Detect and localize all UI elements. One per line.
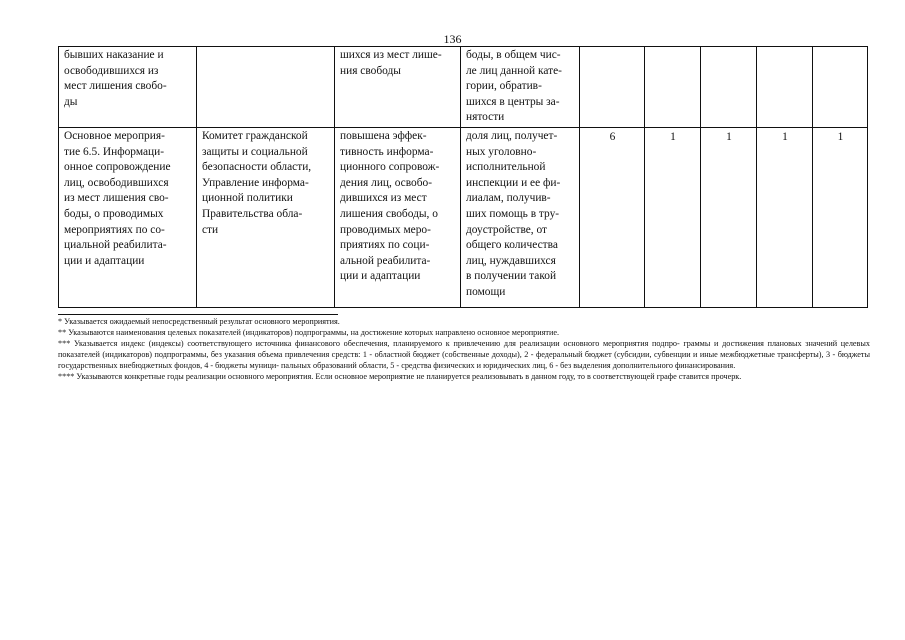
cell-line: мероприятиях по со- <box>64 223 165 236</box>
value-cell <box>757 47 813 128</box>
value-cell: 1 <box>757 127 813 307</box>
cell-line: сти <box>202 223 219 236</box>
cell-line: в получении такой <box>466 270 557 283</box>
cell-line: Правительства обла- <box>202 207 303 220</box>
value-cell: 6 <box>580 127 645 307</box>
cell-line: ции и адаптации <box>340 270 421 283</box>
footnote-separator <box>58 314 338 315</box>
cell-line: ционного сопровож- <box>340 161 440 174</box>
cell-line: помощи <box>466 285 506 298</box>
table-row <box>59 127 868 307</box>
page-number: 136 <box>443 32 462 46</box>
cell-line: защиты и социальной <box>202 145 308 158</box>
footnote-4: **** Указываются конкретные годы реализации основного мероприятия. Если основное мероприятие не планируется реализовывать в данном году, то в соответствующей графе ставится прочерк. <box>58 371 742 381</box>
cell-line: боды, в общем чис- <box>466 49 561 61</box>
value-cell <box>580 47 645 128</box>
cell-line: Управление информа- <box>202 176 309 189</box>
cell-line: ния свободы <box>340 64 401 77</box>
cell-line: Комитет гражданской <box>202 129 308 142</box>
cell-line: ды <box>64 95 78 108</box>
cell-line: гории, обратив- <box>466 80 542 93</box>
cell-line: проводимых меро- <box>340 223 431 236</box>
table-cell <box>59 127 197 307</box>
cell-line: дения лиц, освобо- <box>340 176 433 189</box>
cell-line: лиц, освободившихся <box>64 176 169 189</box>
cell-line: исполнительной <box>466 161 546 174</box>
cell-line: лиалам, получив- <box>466 192 551 205</box>
cell-line: приятиях по соци- <box>340 239 430 252</box>
table-body <box>59 47 868 308</box>
cell-line: ционной политики <box>202 192 293 205</box>
value-cell <box>701 47 757 128</box>
cell-line: мест лишения свобо- <box>64 80 167 93</box>
footnotes <box>58 317 870 382</box>
cell-line: циальной реабилита- <box>64 239 167 252</box>
cell-line: безопасности области, <box>202 161 312 174</box>
cell-line: доля лиц, получет- <box>466 129 558 142</box>
cell-line: доустройстве, от <box>466 223 548 236</box>
cell-line: освободившихся из <box>64 64 159 77</box>
value-cell: 1 <box>701 127 757 307</box>
cell-line: лиц, нуждавшихся <box>466 254 556 267</box>
cell-line: боды, о проводимых <box>64 207 164 220</box>
cell-line: альной реабилита- <box>340 254 431 267</box>
cell-line: тие 6.5. Информаци- <box>64 145 165 158</box>
cell-line: ных уголовно- <box>466 145 537 158</box>
table-cell <box>335 127 461 307</box>
cell-line: лишения свободы, о <box>340 207 438 220</box>
cell-line: нятости <box>466 111 505 124</box>
footnote-1: * Указывается ожидаемый непосредственный результат основного мероприятия. <box>58 317 340 326</box>
footnote-2: ** Указываются наименования целевых показателей (индикаторов) подпрограммы, на достижение которых направлено основное мероприятие. <box>58 327 560 337</box>
value-cell: 1 <box>645 127 701 307</box>
cell-line: шихся из мест лише- <box>340 49 442 61</box>
cell-line: ших помощь в тру- <box>466 207 560 220</box>
cell-line: Основное мероприя- <box>64 129 165 142</box>
cell-line: повышена эффек- <box>340 129 427 142</box>
value-cell: 1 <box>813 127 868 307</box>
cell-line: инспекции и ее фи- <box>466 176 561 189</box>
footnote-3: *** Указывается индекс (индексы) соответствующего источника финансового обеспечения, планируемого к привлечению для реализации основного мероприятия подпро- граммы и достижения плановых значений целевых показателей (индикаторов) подпрограммы, без указания объема привлечения средств: 1 - областной бюджет (собственные доходы), 2 - федеральный бюджет (субсидии, субвенции и иные межбюджетные трансферты), 3 - бюджеты государственных внебюджетных фондов, 4 - бюджеты муници- пальных образований области, 5 - средства физических и юридических лиц, 6 - без выделения дополнительного финансирования. <box>58 338 870 370</box>
cell-line: дившихся из мест <box>340 192 427 205</box>
cell-line: тивность информа- <box>340 145 434 158</box>
value-cell <box>645 47 701 128</box>
table-cell <box>197 127 335 307</box>
measures-table <box>58 46 868 308</box>
table-cell <box>59 47 197 128</box>
cell-line: ле лиц данной кате- <box>466 64 562 77</box>
cell-line: общего количества <box>466 239 558 252</box>
cell-line: бывших наказание и <box>64 49 164 61</box>
table-cell <box>197 47 335 128</box>
value-cell <box>813 47 868 128</box>
cell-line: онное сопровождение <box>64 161 171 174</box>
cell-line: из мест лишения сво- <box>64 192 169 205</box>
cell-line: ции и адаптации <box>64 254 145 267</box>
table-row <box>59 47 868 128</box>
table-cell <box>461 127 580 307</box>
cell-line: шихся в центры за- <box>466 95 560 108</box>
table-cell <box>335 47 461 128</box>
table-cell <box>461 47 580 128</box>
